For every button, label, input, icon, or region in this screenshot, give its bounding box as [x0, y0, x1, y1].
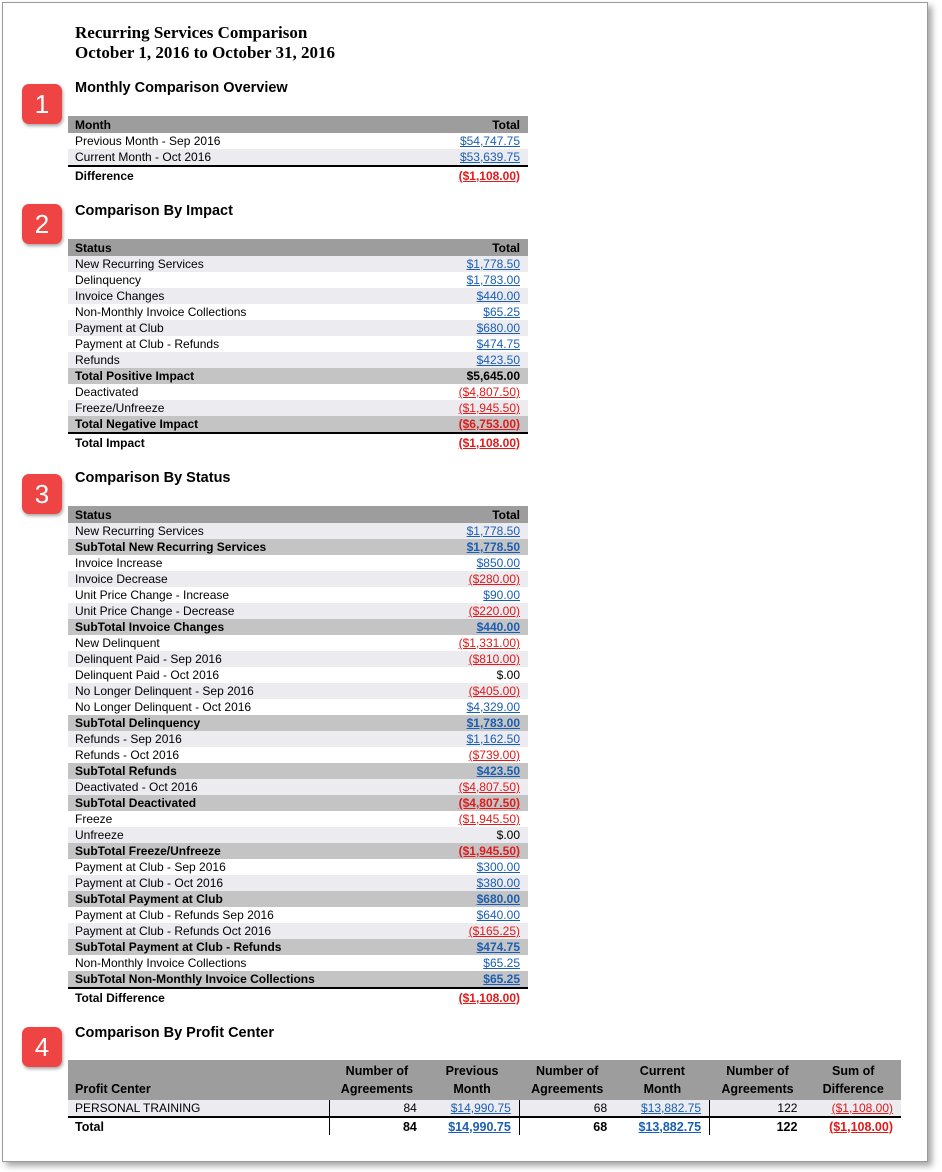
amount-link[interactable]: $13,882.75 — [641, 1101, 702, 1115]
count-cell: 122 — [710, 1117, 806, 1135]
amount-link[interactable]: ($1,108.00) — [831, 1101, 893, 1115]
row-label: Deactivated — [75, 385, 139, 399]
row-label: SubTotal Freeze/Unfreeze — [68, 843, 422, 859]
row-label: Total Positive Impact — [68, 368, 394, 384]
section-badge-4: 4 — [22, 1027, 62, 1067]
amount-link[interactable]: $680.00 — [476, 892, 520, 906]
table-row — [68, 955, 528, 971]
table-row — [68, 875, 528, 891]
row-label: Current Month - Oct 2016 — [68, 149, 380, 166]
amount-link[interactable]: $14,990.75 — [448, 1119, 511, 1134]
table-row — [68, 779, 528, 795]
monthly-table — [68, 116, 528, 184]
subtotal-row — [68, 368, 528, 384]
total-amount-link[interactable]: ($1,108.00) — [458, 990, 520, 1005]
row-label: SubTotal Invoice Changes — [68, 619, 422, 635]
row-label: Refunds — [68, 352, 394, 368]
table-row — [68, 555, 528, 571]
amount-link[interactable]: ($6,753.00) — [458, 417, 520, 431]
table-row — [68, 923, 528, 939]
table-row — [68, 571, 528, 587]
table-row — [68, 336, 528, 352]
table-row — [68, 149, 528, 166]
row-label: Non-Monthly Invoice Collections — [75, 956, 247, 970]
row-label: Unit Price Change - Increase — [75, 588, 230, 602]
status-heading: Comparison By Status — [75, 470, 231, 486]
row-label: Total Negative Impact — [68, 416, 394, 433]
row-label: No Longer Delinquent - Sep 2016 — [68, 683, 422, 699]
amount-link[interactable]: ($1,945.50) — [458, 844, 520, 858]
count-cell: 122 — [710, 1100, 806, 1117]
subtotal-row — [68, 939, 528, 955]
subtotal-row — [68, 715, 528, 731]
row-label: Unit Price Change - Decrease — [68, 603, 422, 619]
amount-link[interactable]: ($405.00) — [468, 684, 520, 698]
table-row — [68, 731, 528, 747]
amount-link[interactable]: $65.25 — [483, 972, 520, 986]
row-label: Payment at Club - Refunds Oct 2016 — [68, 923, 422, 939]
amount-link[interactable]: $54,747.75 — [459, 134, 520, 148]
amount-link[interactable]: $65.25 — [483, 956, 520, 970]
table-row — [68, 699, 528, 715]
amount-link[interactable]: $423.50 — [476, 353, 520, 367]
row-label: No Longer Delinquent - Oct 2016 — [75, 700, 252, 714]
row-label: SubTotal Payment at Club - Refunds — [68, 939, 422, 955]
monthly-heading: Monthly Comparison Overview — [75, 80, 288, 96]
table-row — [68, 288, 528, 304]
row-label: Payment at Club - Sep 2016 — [75, 860, 226, 874]
row-label: Deactivated - Oct 2016 — [68, 779, 422, 795]
row-label: SubTotal Refunds — [68, 763, 422, 779]
row-label: Payment at Club - Refunds — [75, 337, 220, 351]
amount-link[interactable]: $423.50 — [476, 764, 520, 778]
col-previous-month: Previous Month — [425, 1060, 519, 1100]
total-row — [68, 166, 528, 184]
total-amount-link[interactable]: ($1,108.00) — [458, 168, 520, 183]
table-row — [68, 603, 528, 619]
col-current-month: Current Month — [615, 1060, 709, 1100]
table-row — [68, 352, 528, 368]
subtotal-row — [68, 891, 528, 907]
table-row — [68, 400, 528, 416]
amount-link[interactable]: ($739.00) — [468, 748, 520, 762]
report-date-range: October 1, 2016 to October 31, 2016 — [75, 43, 335, 62]
amount-link[interactable]: $90.00 — [483, 588, 520, 602]
amount-link[interactable]: $1,778.50 — [466, 524, 520, 538]
amount-link[interactable]: ($810.00) — [468, 652, 520, 666]
table-row — [68, 859, 528, 875]
amount-link[interactable]: $1,162.50 — [466, 732, 520, 746]
section-badge-1: 1 — [22, 84, 62, 124]
row-label: SubTotal Non-Monthly Invoice Collections — [68, 971, 422, 988]
amount-link[interactable]: ($1,945.50) — [458, 812, 520, 826]
row-label: Freeze/Unfreeze — [68, 400, 394, 416]
amount-link[interactable]: $474.75 — [476, 940, 520, 954]
table-header — [68, 1060, 901, 1100]
row-label: Refunds - Sep 2016 — [68, 731, 422, 747]
table-row — [68, 587, 528, 603]
amount-link[interactable]: $640.00 — [476, 908, 520, 922]
total-label: Total Difference — [68, 988, 422, 1006]
table-row — [68, 384, 528, 400]
row-label: Delinquent Paid - Sep 2016 — [68, 651, 422, 667]
amount-link[interactable]: $1,783.00 — [466, 716, 520, 730]
col-month: Month — [68, 116, 380, 133]
amount-link[interactable]: $65.25 — [483, 305, 520, 319]
table-row — [68, 272, 528, 288]
row-label: SubTotal Deactivated — [68, 795, 422, 811]
col-total: Total — [422, 506, 528, 523]
amount-link[interactable]: $850.00 — [476, 556, 520, 570]
row-label: Payment at Club - Refunds Sep 2016 — [75, 908, 274, 922]
col-num-agreements: Number of Agreements — [329, 1060, 425, 1100]
impact-heading: Comparison By Impact — [75, 203, 233, 219]
status-table — [68, 506, 528, 1006]
row-label: Payment at Club - Oct 2016 — [68, 875, 422, 891]
amount-link[interactable]: $1,778.50 — [466, 540, 520, 554]
table-row — [68, 304, 528, 320]
col-total: Total — [394, 239, 528, 256]
amount-link[interactable]: ($165.25) — [468, 924, 520, 938]
amount-link[interactable]: $440.00 — [476, 289, 520, 303]
section-badge-2: 2 — [22, 204, 62, 244]
row-label: Payment at Club — [68, 320, 394, 336]
subtotal-row — [68, 971, 528, 988]
subtotal-row — [68, 763, 528, 779]
row-label: Delinquency — [75, 273, 142, 287]
amount-link[interactable]: ($1,945.50) — [458, 401, 520, 415]
amount-value: $5,645.00 — [466, 369, 520, 383]
amount-link[interactable]: $440.00 — [476, 620, 520, 634]
row-label: Invoice Increase — [75, 556, 163, 570]
row-label: Freeze — [75, 812, 113, 826]
table-header — [68, 506, 528, 523]
table-header — [68, 239, 528, 256]
subtotal-row — [68, 619, 528, 635]
table-row — [68, 651, 528, 667]
table-row — [68, 683, 528, 699]
row-label: SubTotal Delinquency — [68, 715, 422, 731]
profit-center-table — [68, 1060, 901, 1135]
subtotal-row — [68, 795, 528, 811]
count-cell: 84 — [329, 1100, 425, 1117]
amount-link[interactable]: $680.00 — [476, 321, 520, 335]
impact-table — [68, 239, 528, 451]
amount-link[interactable]: ($4,807.50) — [458, 780, 520, 794]
amount-link[interactable]: $13,882.75 — [638, 1119, 702, 1134]
col-sum-difference: Sum of Difference — [805, 1060, 901, 1100]
count-cell: 84 — [329, 1117, 425, 1135]
total-row — [68, 1117, 901, 1135]
subtotal-row — [68, 843, 528, 859]
row-label: SubTotal New Recurring Services — [68, 539, 422, 555]
amount-link[interactable]: $1,778.50 — [466, 257, 520, 271]
amount-link[interactable]: $300.00 — [476, 860, 520, 874]
table-row — [68, 827, 528, 843]
amount-link[interactable]: ($220.00) — [468, 604, 520, 618]
table-row — [68, 523, 528, 539]
amount-link[interactable]: $53,639.75 — [459, 150, 520, 164]
table-row — [68, 811, 528, 827]
section-badge-3: 3 — [22, 474, 62, 514]
amount-value: $.00 — [496, 668, 520, 682]
table-row — [68, 320, 528, 336]
row-label: Previous Month - Sep 2016 — [75, 134, 221, 148]
amount-link[interactable]: ($4,807.50) — [458, 796, 520, 810]
count-cell: 68 — [519, 1100, 615, 1117]
col-num-agreements: Number of Agreements — [519, 1060, 615, 1100]
total-amount-link[interactable]: ($1,108.00) — [458, 435, 520, 450]
row-label: New Delinquent — [75, 636, 160, 650]
amount-link[interactable]: ($1,108.00) — [829, 1119, 893, 1134]
amount-link[interactable]: ($280.00) — [468, 572, 520, 586]
table-row — [68, 256, 528, 272]
row-label: Invoice Decrease — [68, 571, 422, 587]
total-row — [68, 988, 528, 1006]
count-cell: 68 — [519, 1117, 615, 1135]
total-label: Total Impact — [68, 433, 394, 451]
amount-link[interactable]: $4,329.00 — [466, 700, 520, 714]
amount-link[interactable]: $380.00 — [476, 876, 520, 890]
total-label: Difference — [68, 166, 380, 184]
col-profit-center: Profit Center — [68, 1060, 329, 1100]
row-label: New Recurring Services — [68, 256, 394, 272]
table-row — [68, 1100, 901, 1117]
col-status: Status — [68, 506, 422, 523]
row-label: Refunds - Oct 2016 — [75, 748, 180, 762]
table-row — [68, 907, 528, 923]
amount-value: $.00 — [496, 828, 520, 842]
subtotal-row — [68, 539, 528, 555]
table-row — [68, 667, 528, 683]
row-label: Non-Monthly Invoice Collections — [75, 305, 247, 319]
col-status: Status — [68, 239, 394, 256]
profit-center-name: PERSONAL TRAINING — [68, 1100, 329, 1117]
row-label: Invoice Changes — [68, 288, 394, 304]
profit-center-heading: Comparison By Profit Center — [75, 1025, 274, 1041]
amount-link[interactable]: ($1,331.00) — [458, 636, 520, 650]
row-label: New Recurring Services — [68, 523, 422, 539]
total-label: Total — [68, 1117, 329, 1135]
amount-link[interactable]: ($4,807.50) — [458, 385, 520, 399]
col-total: Total — [380, 116, 528, 133]
subtotal-row — [68, 416, 528, 433]
amount-link[interactable]: $14,990.75 — [450, 1101, 511, 1115]
amount-link[interactable]: $474.75 — [476, 337, 520, 351]
row-label: Unfreeze — [68, 827, 422, 843]
col-num-agreements: Number of Agreements — [710, 1060, 806, 1100]
row-label: Delinquent Paid - Oct 2016 — [75, 668, 220, 682]
table-header — [68, 116, 528, 133]
table-row — [68, 635, 528, 651]
row-label: SubTotal Payment at Club — [68, 891, 422, 907]
report-title: Recurring Services Comparison — [75, 23, 308, 42]
total-row — [68, 433, 528, 451]
table-row — [68, 133, 528, 149]
amount-link[interactable]: $1,783.00 — [466, 273, 520, 287]
table-row — [68, 747, 528, 763]
